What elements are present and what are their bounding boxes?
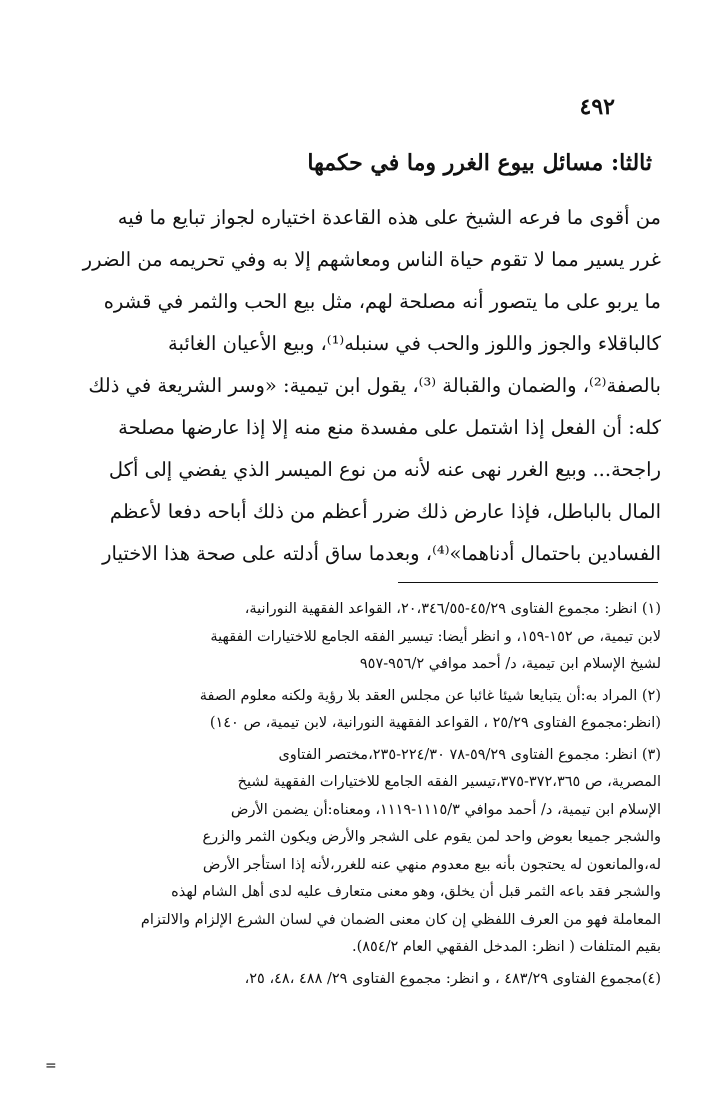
body-line: بالصفة⁽²⁾، والضمان والقبالة ⁽³⁾، يقول ابن تيمية: «وسر الشريعة في ذلك (88, 374, 661, 397)
footnotes (39, 596, 661, 993)
page-number: ٤٩٢ (579, 94, 615, 120)
footnote-separator (398, 582, 658, 583)
footnote-1 (39, 596, 661, 679)
footnote-line: والشجر فقد باعه الثمر قبل أن يخلق، وهو معنى متعارف عليه لدى أهل الشام لهذه (171, 884, 661, 900)
body-paragraph (39, 197, 661, 575)
footnote-line: المعاملة فهو من العرف اللفظي إن كان معنى الضمان في لسان الشرع الإلزام والالتزام (140, 911, 661, 928)
footnote-line: (انظر:مجموع الفتاوى ٢٥/٢٩ ، القواعد الفقهية النورانية، لابن تيمية، ص ١٤٠) (209, 715, 661, 731)
body-line: الفسادين باحتمال أدناهما»⁽⁴⁾، وبعدما ساق أدلته على صحة هذا الاختيار (102, 542, 661, 565)
footnote-line: الإسلام ابن تيمية، د/ أحمد موافي ١١١٥/٣-١١١٩، ومعناه:أن يضمن الأرض (230, 801, 661, 818)
body-line: راجحة... وبيع الغرر نهى عنه لأنه من نوع الميسر الذي يفضي إلى أكل (108, 458, 661, 481)
footnote-line: لابن تيمية، ص ١٥٢-١٥٩، و انظر أيضا: تيسير الفقه الجامع للاختيارات الفقهية (210, 628, 661, 645)
body-line: غرر يسير مما لا تقوم حياة الناس ومعاشهم إلا به وفي تحريمه من الضرر (82, 248, 661, 271)
footnote-3 (39, 742, 661, 962)
section-heading: ثالثا: مسائل بيوع الغرر وما في حكمها (307, 150, 652, 176)
footnote-line: لشيخ الإسلام ابن تيمية، د/ أحمد موافي ٩٥٦/٢-٩٥٧ (359, 656, 661, 672)
footnote-line: له،والمانعون له يحتجون بأنه بيع معدوم منهي عنه للغرر،لأنه إذا استأجر الأرض (202, 856, 661, 873)
body-line: المال بالباطل، فإذا عارض ذلك ضرر أعظم من ذلك أباحه دفعا لأعظم (109, 500, 661, 523)
footnote-line: بقيم المتلفات ( انظر: المدخل الفقهي العام ٨٥٤/٢). (351, 939, 661, 955)
footnote-line: (٣) انظر: مجموع الفتاوى ٥٩/٢٩-٧٨ ٢٢٤/٣٠-٢٣٥،مختصر الفتاوى (278, 746, 661, 763)
footnote-line: (١) انظر: مجموع الفتاوى ٤٥/٢٩-٢٠،٣٤٦/٥٥، القواعد الفقهية النورانية، (244, 601, 661, 617)
body-line: من أقوى ما فرعه الشيخ على هذه القاعدة اختياره لجواز تبايع ما فيه (117, 206, 661, 229)
footnote-line: والشجر جميعا بعوض واحد لمن يقوم على الشجر والأرض ويكون الثمر والزرع (202, 829, 661, 845)
body-line: كالباقلاء والجوز واللوز والحب في سنبله⁽¹⁾، وبيع الأعيان الغائبة (167, 332, 661, 355)
continuation-mark: = (45, 1058, 57, 1074)
body-line: ما يربو على ما يتصور أنه مصلحة لهم، مثل بيع الحب والثمر في قشره (103, 290, 661, 313)
footnote-line: (٤)مجموع الفتاوى ٤٨٣/٢٩ ، و انظر: مجموع الفتاوى ٢٩/ ٤٨٨ ،٤٨، ٢٥، (244, 970, 661, 987)
footnote-2 (39, 683, 661, 738)
footnote-line: المصرية، ص ٣٧٢،٣٦٥-٣٧٥،تيسير الفقه الجامع للاختيارات الفقهية لشيخ (237, 774, 661, 790)
footnote-line: (٢) المراد به:أن يتبايعا شيئا غائبا عن مجلس العقد بلا رؤية ولكنه معلوم الصفة (199, 687, 661, 704)
body-line: كله: أن الفعل إذا اشتمل على مفسدة منع منه إلا إذا عارضها مصلحة (118, 416, 661, 439)
footnote-4 (39, 966, 661, 994)
